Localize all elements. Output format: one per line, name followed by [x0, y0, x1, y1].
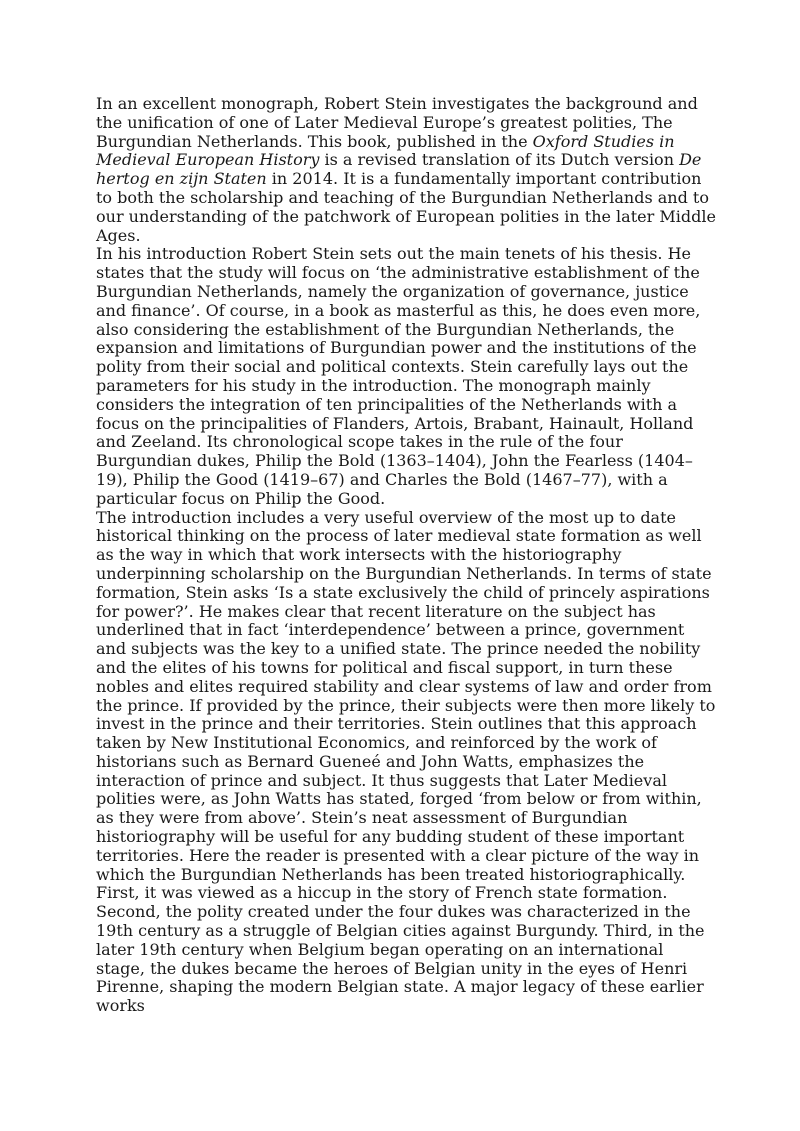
paragraph-1-text-1: In an excellent monograph, Robert Stein investigates the background and the unification of one of Later Medieval Europe’s greatest polities, The Burgundian Netherlands. This book, published in the	[96, 94, 698, 151]
paragraph-2-text: In his introduction Robert Stein sets out the main tenets of his thesis. He states that the study will focus on ‘the administrative establishment of the Burgundian Netherlands, namely the organization of governance, justice and finance’. Of course, in a book as masterful as this, he does even more, also considering the establishment of the Burgundian Netherlands, the expansion and limitations of Burgundian power and the institutions of the polity from their social and political contexts. Stein carefully lays out the parameters for his study in the introduction. The monograph mainly considers the integration of ten principalities of the Netherlands with a focus on the principalities of Flanders, Artois, Brabant, Hainault, Holland and Zeeland. Its chronological scope takes in the rule of the four Burgundian dukes, Philip the Bold (1363–1404), John the Fearless (1404–19), Philip the Good (1419–67) and Charles the Bold (1467–77), with a particular focus on Philip the Good.	[96, 244, 701, 508]
paragraph-3	[96, 509, 716, 1017]
paragraph-1-series-title: Oxford Studies in Medieval European History	[96, 131, 675, 170]
document-page	[96, 95, 716, 1016]
paragraph-2	[96, 245, 716, 508]
paragraph-3-text: The introduction includes a very useful overview of the most up to date historical thinking on the process of later medieval state formation as well as the way in which that work intersects with the historiography underpinning scholarship on the Burgundian Netherlands. In terms of state formation, Stein asks ‘Is a state exclusively the child of princely aspirations for power?’. He makes clear that recent literature on the subject has underlined that in fact ‘interdependence’ between a prince, government and subjects was the key to a unified state. The prince needed the nobility and the elites of his towns for political and fiscal support, in turn these nobles and elites required stability and clear systems of law and order from the prince. If provided by the prince, their subjects were then more likely to invest in the prince and their territories. Stein outlines that this approach taken by New Institutional Economics, and reinforced by the work of historians such as Bernard Gueneé and John Watts, emphasizes the interaction of prince and subject. It thus suggests that Later Medieval polities were, as John Watts has stated, forged ‘from below or from within, as they were from above’. Stein’s neat assessment of Burgundian historiography will be useful for any budding student of these important territories. Here the reader is presented with a clear picture of the way in which the Burgundian Netherlands has been treated historiographically. First, it was viewed as a hiccup in the story of French state formation. Second, the polity created under the four dukes was characterized in the 19th century as a struggle of Belgian cities against Burgundy. Third, in the later 19th century when Belgium began operating on an international stage, the dukes became the heroes of Belgian unity in the eyes of Henri Pirenne, shaping the modern Belgian state. A major legacy of these earlier works	[96, 507, 716, 1016]
paragraph-1-dutch-title: De hertog en zijn Staten	[96, 150, 702, 189]
paragraph-1-text-2: is a revised translation of its Dutch version	[319, 150, 680, 170]
paragraph-1	[96, 95, 716, 245]
paragraph-1-text-3: in 2014. It is a fundamentally important contribution to both the scholarship and teaching of the Burgundian Netherlands and to our understanding of the patchwork of European polities in the later Middle Ages.	[96, 169, 716, 245]
